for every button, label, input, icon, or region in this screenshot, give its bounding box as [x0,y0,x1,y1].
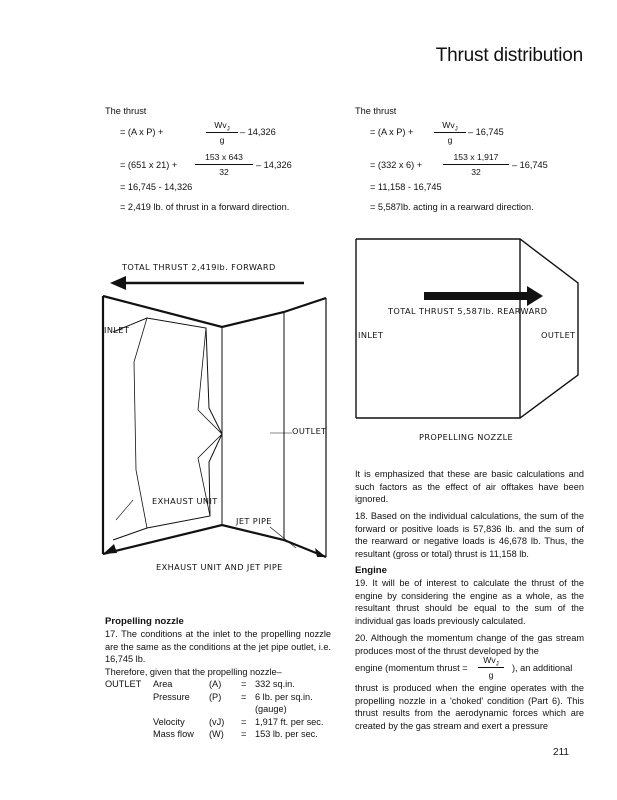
right-calc-line3: = 11,158 - 16,745 [370,182,442,192]
left-inlet-label: INLET [104,325,130,335]
spec-row [105,691,327,704]
spec-cell: Velocity [153,716,185,727]
right-calc-result: = 5,587lb. acting in a rearward direction. [370,202,534,212]
left-calc-line3: = 16,745 - 14,326 [120,182,193,192]
spec-cell: Mass flow [153,729,194,740]
spec-row [105,728,327,741]
paragraph-18: 18. Based on the individual calculations, the sum of the forward or positive loads is 57,836 lb. and the sum of the rearward or negative loads is 46,678 lb. Thus, the resultant (gross or total) thrust is 11,158 lb. [355,511,584,559]
spec-cell: = [241,729,247,740]
propelling-nozzle-drawing [356,239,578,418]
momentum-denominator: g [488,670,494,680]
spec-cell [209,703,241,716]
left-eq1-suffix: – 14,326 [240,127,276,137]
spec-row [105,716,327,729]
paragraph-20-end: thrust is produced when the engine operates with the propelling nozzle in a 'choked' condition (Part 6). This thrust results from the aerodynamic forces which are created by the gas stream and exert a pressure [355,683,584,731]
emphasis-paragraph: It is emphasized that these are basic calculations and such factors as the effect of air offtakes have been ignored. [355,469,584,505]
right-eq1-suffix: – 16,745 [468,127,504,137]
spec-cell: (A) [209,679,222,689]
right-thrust-label: TOTAL THRUST 5,587lb. REARWARD [388,306,548,316]
right-corner-arrow [315,548,326,557]
page-number: 211 [553,747,569,758]
page-title: Thrust distribution [435,45,583,66]
right-eq1-denominator: g [447,135,453,145]
paragraph-19: 19. It will be of interest to calculate the thrust of the engine by considering the engine as a whole, as the resultant thrust should be equal to the sum of the individual gas loads previously calculated. [355,578,584,626]
paragraph-20-start: 20. Although the momentum change of the gas stream produces most of the thrust developed by the [355,633,584,656]
spec-cell: Area [153,679,173,689]
spec-cell: (vJ) [209,716,225,727]
left-corner-arrow [103,544,117,554]
right-outlet-label: OUTLET [541,330,576,340]
spec-cell [153,703,209,716]
left-eq2-numerator: 153 x 643 [205,152,243,162]
momentum-fraction-bar [478,667,504,668]
right-eq1-prefix: = (A x P) + [370,127,414,137]
propelling-nozzle-heading: Propelling nozzle [105,616,184,627]
outlet-spec-table [105,678,327,741]
right-eq2-numerator: 153 x 1,917 [453,152,499,162]
right-eq2-prefix: = (332 x 6) + [370,160,423,170]
momentum-numerator: $Wv_J$ [483,655,499,668]
exhaust-unit-label: EXHAUST UNIT [152,496,218,506]
left-eq2-denominator: 32 [219,167,229,177]
spec-cell [105,691,153,704]
momentum-thrust-prefix: engine (momentum thrust = [355,663,468,673]
right-figure-caption: PROPELLING NOZZLE [419,432,514,442]
spec-cell: 6 lb. per sq.in. [255,691,313,702]
spec-cell: 153 lb. per sec. [255,729,318,740]
left-eq1-numerator: $Wv_J$ [214,120,230,133]
spec-cell: = [241,691,247,702]
right-inlet-label: INLET [358,330,384,340]
right-calc-heading: The thrust [355,106,397,116]
left-calc-result: = 2,419 lb. of thrust in a forward direction. [120,202,290,212]
spec-row [105,703,327,716]
given-statement: Therefore, given that the propelling nozzle– [105,667,282,677]
spec-cell [105,703,153,716]
right-eq2-denominator: 32 [471,167,481,177]
spec-cell [241,703,255,716]
right-eq1-numerator: $Wv_J$ [442,120,458,133]
spec-cell: (W) [209,729,224,740]
spec-cell: Pressure [153,691,190,702]
spec-row [105,678,327,691]
spec-cell: (P) [209,691,222,702]
spec-cell: OUTLET [105,679,142,689]
spec-cell: 1,917 ft. per sec. [255,716,324,727]
paragraph-17: 17. The conditions at the inlet to the propelling nozzle are the same as the conditions at the jet pipe outlet, i.e. 16,745 lb. [105,629,331,665]
left-thrust-label: TOTAL THRUST 2,419lb. FORWARD [122,262,276,272]
spec-cell: (gauge) [255,704,287,715]
left-eq2-suffix: – 14,326 [256,160,292,170]
left-figure-caption: EXHAUST UNIT AND JET PIPE [156,562,283,572]
left-calc-heading: The thrust [105,106,147,116]
right-rearward-arrow [424,286,543,306]
spec-cell: = [241,716,247,727]
spec-cell: = [241,679,247,689]
left-eq2-prefix: = (651 x 21) + [120,160,178,170]
left-forward-arrow [110,276,304,290]
jet-pipe-label: JET PIPE [236,516,272,526]
left-eq1-denominator: g [219,135,225,145]
right-eq2-suffix: – 16,745 [512,160,548,170]
left-eq1-prefix: = (A x P) + [120,127,164,137]
engine-heading: Engine [355,565,387,576]
spec-cell [105,728,153,741]
spec-cell [105,716,153,729]
momentum-thrust-suffix: ), an additional [512,663,573,673]
left-outlet-label: OUTLET [292,426,327,436]
spec-cell: 332 sq.in. [255,679,295,689]
